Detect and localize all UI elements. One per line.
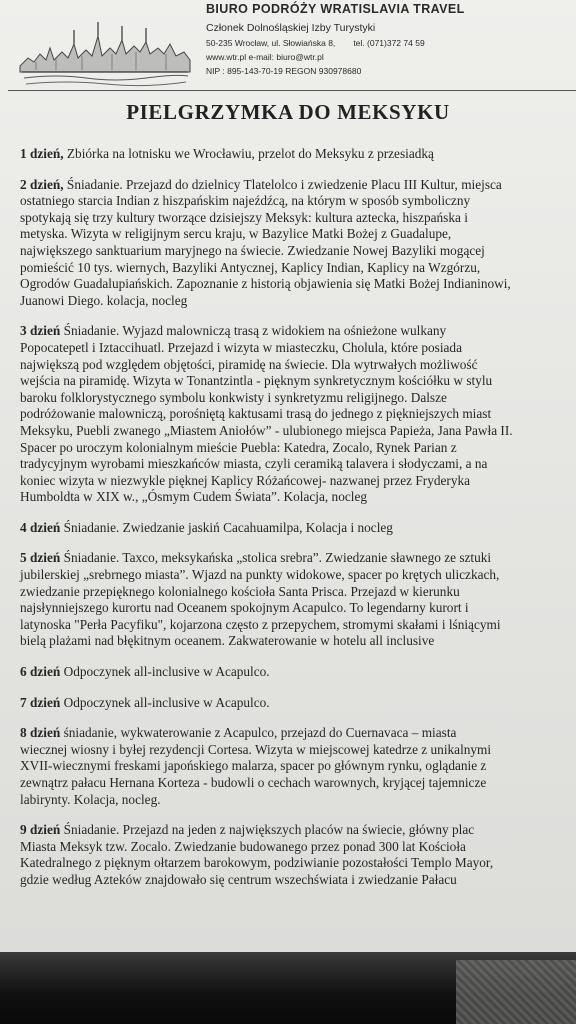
company-address: 50-235 Wrocław, ul. Słowiańska 8, [206, 38, 336, 48]
day-line: Miasta Meksyk tzw. Zocalo. Zwiedzanie budowanego przez ponad 300 lat Kościoła [20, 838, 466, 854]
day-paragraph [20, 520, 576, 537]
city-skyline-logo [16, 14, 192, 88]
day-line: Juanowi Diego. kolacja, nocleg [20, 292, 188, 308]
day-label: 3 dzień [20, 323, 61, 339]
day-label: 5 dzień [20, 550, 61, 566]
day-text: Odpoczynek all-inclusive w Acapulco. [60, 664, 270, 680]
day-line: największą pod względem objętości, piramidę na świecie. Dla wytrwałych możliwość [20, 356, 478, 372]
day-line [20, 520, 576, 537]
day-text: Odpoczynek all-inclusive w Acapulco. [60, 694, 270, 710]
day-line: Spacer po uroczym kolonialnym mieście Puebla: Katedra, Zocalo, Rynek Parian z [20, 439, 457, 455]
day-line: zwiedzanie przepięknego kolonialnego kościoła Santa Prisca. Przejazd w kierunku [20, 583, 460, 599]
day-line: największego sanktuarium maryjnego na świecie. Zwiedzanie Nowej Bazyliki mogącej [20, 242, 485, 258]
membership: Członek Dolnośląskiej Izby Turystyki [206, 22, 376, 34]
day-line: XVII-wiecznymi freskami japońskiego malarza, spacer po głównym rynku, oglądanie z [20, 758, 487, 774]
day-line [20, 323, 576, 340]
day-line: pomieścić 10 tys. wiernych, Bazyliki Antycznej, Kaplicy Indian, Kaplicy na Wzgórzu, [20, 259, 481, 275]
day-text: śniadanie, wykwaterowanie z Acapulco, przejazd do Cuernavaca – miasta [60, 725, 457, 741]
day-label: 9 dzień [20, 822, 61, 838]
day-line [20, 664, 576, 681]
day-line: podróżowanie malowniczą, porośniętą kaktusami trasą do jednego z piękniejszych miast [20, 406, 492, 422]
day-label: 1 dzień, [20, 146, 64, 161]
day-line: bielą plażami nad błękitnym oceanem. Zakwaterowanie w hotelu all inclusive [20, 633, 435, 649]
day-paragraph [20, 822, 576, 888]
day-text: Śniadanie. Zwiedzanie jaskiń Cacahuamilpa, Kolacja i nocleg [60, 519, 393, 535]
day-line: zewnątrz pałacu Hernana Korteza - budowli o cechach warownych, kryjącej tajemnicze [20, 775, 487, 790]
day-text: Śniadanie. Taxco, meksykańska „stolica srebra”. Zwiedzanie sławnego ze sztuki [60, 550, 492, 566]
day-line: ostatniego starcia Indian z hiszpańskim najeźdźcą, na którym w sposób symboliczny [20, 193, 471, 209]
day-line: baroku folklorystycznego symbolu konkwisty i synkretyzmu religijnego. Dalsze [20, 389, 447, 405]
day-paragraph [20, 177, 576, 310]
day-line: tradycyjnym wyrobami mieszkańców miasta, czyli ceramiką talavera i słodyczami, a na [20, 456, 488, 472]
company-name: BIURO PODRÓŻY WRATISLAVIA TRAVEL [206, 2, 465, 16]
day-paragraph [20, 725, 576, 808]
day-paragraph [20, 323, 576, 506]
day-line [20, 822, 576, 839]
day-line: Popocatepetl i Iztaccihuatl. Przejazd i wizyta w miasteczku, Cholula, które posiada [20, 339, 462, 355]
day-line: Meksyku, Puebli zwanego „Miastem Aniołów” - ulubionego miejsca Papieża, Jana Pawła II. [20, 422, 513, 438]
company-nip: NIP : 895-143-70-19 REGON 930978680 [206, 66, 362, 76]
header-divider [8, 90, 576, 91]
day-text: Zbiórka na lotnisku we Wrocławiu, przelot do Meksyku z przesiadką [63, 146, 434, 161]
day-text: Śniadanie. Wyjazd malowniczą trasą z widokiem na ośnieżone wulkany [60, 323, 447, 339]
day-line: latynoska "Perła Pacyfiku", kojarzona często z przepychem, stromymi skałami i lśniącymi [20, 616, 501, 632]
day-line: Humboldta w XIX w., „Ósmym Cudem Świata”. Kolacja, nocleg [20, 489, 367, 505]
day-line [20, 146, 576, 163]
day-paragraph [20, 695, 576, 712]
day-paragraph [20, 146, 576, 163]
company-web: www.wtr.pl e-mail: biuro@wtr.pl [206, 52, 324, 62]
company-info [206, 2, 465, 76]
itinerary [20, 146, 576, 903]
day-line [20, 725, 576, 742]
day-line [20, 177, 576, 194]
day-line: wejścia na piramidę. Wizyta w Tonantzintla - pięknym synkretycznym kościółku w stylu [20, 373, 493, 389]
day-line [20, 550, 576, 567]
day-line: wiecznej wiosny i byłej rezydencji Cortesa. Wizyta w miejscowej katedrze z unikalnymi [20, 741, 492, 757]
day-line: labirynty. Kolacja, nocleg. [20, 791, 161, 807]
page-title: PIELGRZYMKA DO MEKSYKU [126, 100, 450, 124]
day-line [20, 695, 576, 712]
day-label: 2 dzień, [20, 176, 64, 192]
day-line: gdzie według Azteków znajdowało się centrum wszechświata i zwiedzanie Pałacu [20, 871, 457, 887]
day-line: najsłynniejszego kurortu nad Oceanem spokojnym Acapulco. To legendarny kurort i [20, 600, 469, 616]
day-line: koniec wizyta w niezwykle pięknej Kaplicy Różańcowej- nazwanej przez Fryderyka [20, 472, 471, 488]
day-label: 6 dzień [20, 664, 61, 680]
day-label: 8 dzień [20, 725, 61, 741]
day-line: spotykają się trzy kultury tworzące dzisiejszy Meksyk: kultura aztecka, hiszpańska i [20, 209, 468, 225]
day-text: Śniadanie. Przejazd do dzielnicy Tlatelolco i zwiedzenie Placu III Kultur, miejsca [63, 176, 502, 192]
day-line: Ogrodów Guadalupiańskich. Zapoznanie z historią objawienia się Matki Bożej Indianinowi, [20, 276, 511, 292]
day-paragraph [20, 664, 576, 681]
day-line: Katedralnego z pięknym ołtarzem barokowym, podziwianie pozostałości Templo Mayor, [20, 855, 494, 871]
day-paragraph [20, 550, 576, 650]
day-text: Śniadanie. Przejazd na jeden z największych placów na świecie, główny plac [60, 822, 475, 838]
day-label: 7 dzień [20, 694, 61, 710]
day-line: jubilerskiej „srebrnego miasta”. Wjazd na punkty widokowe, spacer po krętych uliczkach, [20, 567, 500, 583]
day-line: metyska. Wizyta w religijnym sercu kraju, w Bazylice Matki Bożej z Guadalupe, [20, 226, 452, 242]
company-phone: tel. (071)372 74 59 [353, 38, 425, 48]
background-fabric [456, 960, 576, 1024]
day-label: 4 dzień [20, 519, 61, 535]
